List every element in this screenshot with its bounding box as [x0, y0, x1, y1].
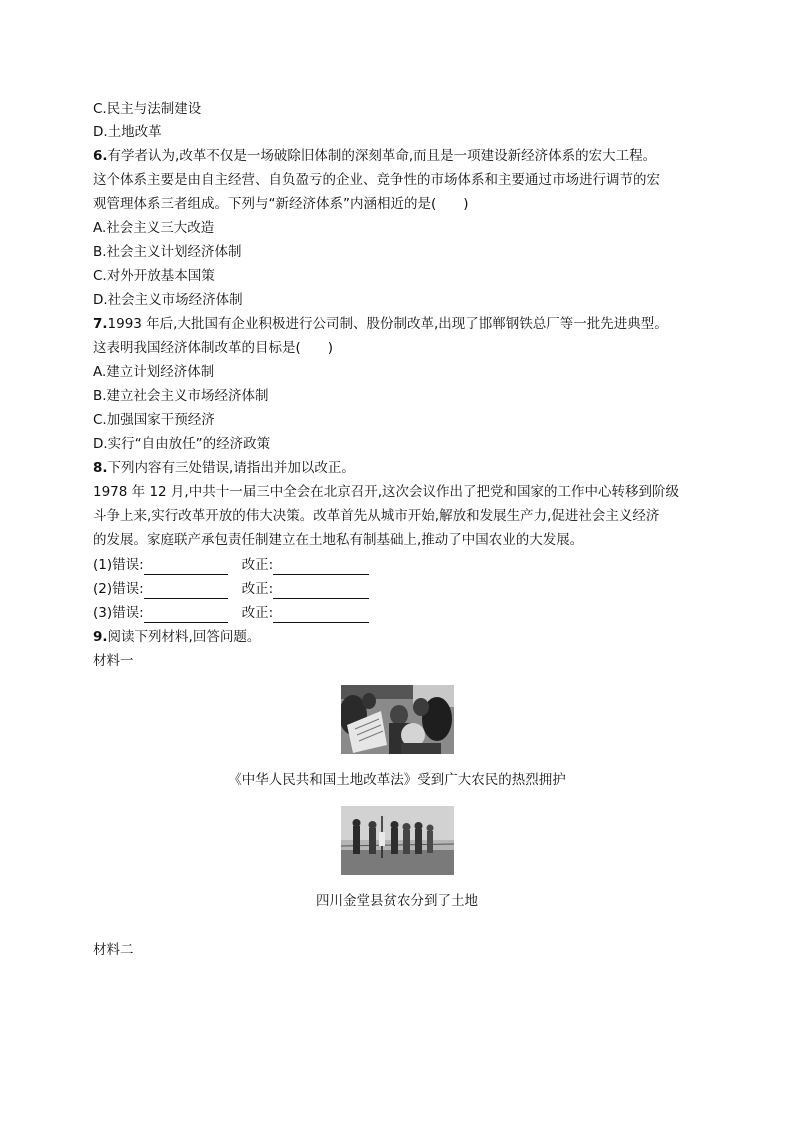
- peasants-land-photo: [341, 806, 454, 875]
- q8-answer-row-2: [93, 579, 369, 599]
- error-blank[interactable]: [144, 584, 228, 599]
- q8-passage-line3: 的发展。家庭联产承包责任制建立在土地私有制基础上,推动了中国农业的大发展。: [93, 532, 584, 548]
- error-blank[interactable]: [144, 608, 228, 623]
- material1-label: 材料一: [93, 653, 134, 669]
- fix-blank[interactable]: [273, 608, 369, 623]
- q7-option-b: B.建立社会主义市场经济体制: [93, 388, 269, 404]
- q8-number: 8.: [93, 460, 108, 476]
- q9-stem: [93, 627, 260, 647]
- q7-stem-line2: 这表明我国经济体制改革的目标是( ): [93, 340, 334, 356]
- fix-blank[interactable]: [273, 560, 369, 575]
- photo1-caption: 《中华人民共和国土地改革法》受到广大农民的热烈拥护: [228, 772, 566, 788]
- fix-label: 改正:: [241, 605, 274, 621]
- q8-passage-line1: 1978 年 12 月,中共十一届三中全会在北京召开,这次会议作出了把党和国家的工作中心转移到阶级: [93, 484, 679, 500]
- q8-passage-line2: 斗争上来,实行改革开放的伟大决策。改革首先从城市开始,解放和发展生产力,促进社会主义经济: [93, 508, 660, 524]
- q7-stem-text: 1993 年后,大批国有企业积极进行公司制、股份制改革,出现了邯郸钢铁总厂等一批先进典型。: [107, 316, 668, 332]
- q6-option-b: B.社会主义计划经济体制: [93, 244, 242, 260]
- q5-option-d: D.土地改革: [93, 124, 162, 140]
- q6-number: 6.: [93, 148, 108, 164]
- q6-option-a: A.社会主义三大改造: [93, 220, 215, 236]
- fix-blank[interactable]: [273, 584, 369, 599]
- q7-stem-line1: [93, 314, 668, 334]
- q8-stem: [93, 458, 355, 478]
- error-label: (3)错误:: [93, 605, 144, 621]
- q8-answer-row-3: [93, 603, 369, 623]
- photo2-caption: 四川金堂县贫农分到了土地: [316, 893, 478, 909]
- land-reform-law-photo: [341, 685, 454, 754]
- q9-stem-text: 阅读下列材料,回答问题。: [107, 629, 261, 645]
- q9-number: 9.: [93, 629, 108, 645]
- q8-stem-text: 下列内容有三处错误,请指出并加以改正。: [107, 460, 355, 476]
- q5-option-c: C.民主与法制建设: [93, 101, 202, 117]
- error-label: (2)错误:: [93, 581, 144, 597]
- q6-stem-text: 有学者认为,改革不仅是一场破除旧体制的深刻革命,而且是一项建设新经济体系的宏大工程。: [107, 148, 657, 164]
- q7-number: 7.: [93, 316, 108, 332]
- q6-stem-line1: [93, 146, 656, 166]
- q7-option-c: C.加强国家干预经济: [93, 412, 215, 428]
- fix-label: 改正:: [241, 557, 274, 573]
- q6-option-c: C.对外开放基本国策: [93, 268, 215, 284]
- q7-option-a: A.建立计划经济体制: [93, 364, 215, 380]
- q8-answer-row-1: [93, 555, 369, 575]
- fix-label: 改正:: [241, 581, 274, 597]
- error-label: (1)错误:: [93, 557, 144, 573]
- error-blank[interactable]: [144, 560, 228, 575]
- q7-option-d: D.实行“自由放任”的经济政策: [93, 436, 271, 452]
- q6-stem-line2: 这个体系主要是由自主经营、自负盈亏的企业、竞争性的市场体系和主要通过市场进行调节的宏: [93, 172, 660, 188]
- q6-option-d: D.社会主义市场经济体制: [93, 292, 243, 308]
- q6-stem-line3: 观管理体系三者组成。下列与“新经济体系”内涵相近的是( ): [93, 196, 469, 212]
- material2-label: 材料二: [93, 942, 134, 958]
